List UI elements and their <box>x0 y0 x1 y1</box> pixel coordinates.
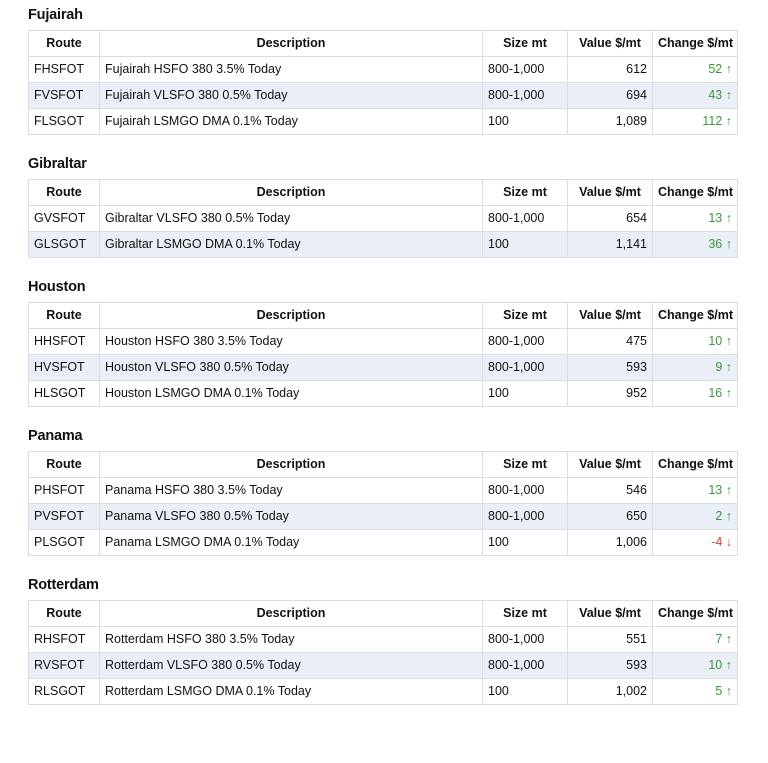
price-table <box>28 30 738 135</box>
column-header-value: Value $/mt <box>568 303 653 329</box>
size-cell: 100 <box>483 232 568 258</box>
table-row <box>29 83 738 109</box>
column-header-route: Route <box>29 601 100 627</box>
table-row <box>29 679 738 705</box>
column-header-change: Change $/mt <box>653 601 738 627</box>
size-cell: 800-1,000 <box>483 504 568 530</box>
description-cell: Gibraltar VLSFO 380 0.5% Today <box>100 206 483 232</box>
price-table <box>28 302 738 407</box>
change-cell: 10 ↑ <box>653 329 738 355</box>
table-row <box>29 381 738 407</box>
size-cell: 100 <box>483 530 568 556</box>
value-cell: 952 <box>568 381 653 407</box>
change-cell: 10 ↑ <box>653 653 738 679</box>
size-cell: 800-1,000 <box>483 653 568 679</box>
section-houston <box>28 277 737 407</box>
value-cell: 650 <box>568 504 653 530</box>
column-header-value: Value $/mt <box>568 180 653 206</box>
description-cell: Houston VLSFO 380 0.5% Today <box>100 355 483 381</box>
size-cell: 100 <box>483 381 568 407</box>
change-cell: 7 ↑ <box>653 627 738 653</box>
route-cell: HLSGOT <box>29 381 100 407</box>
description-cell: Panama VLSFO 380 0.5% Today <box>100 504 483 530</box>
size-cell: 800-1,000 <box>483 83 568 109</box>
value-cell: 475 <box>568 329 653 355</box>
table-header-row <box>29 303 738 329</box>
change-cell: 5 ↑ <box>653 679 738 705</box>
size-cell: 100 <box>483 109 568 135</box>
table-row <box>29 109 738 135</box>
description-cell: Panama LSMGO DMA 0.1% Today <box>100 530 483 556</box>
route-cell: HVSFOT <box>29 355 100 381</box>
column-header-size: Size mt <box>483 303 568 329</box>
size-cell: 100 <box>483 679 568 705</box>
table-row <box>29 478 738 504</box>
table-header-row <box>29 180 738 206</box>
size-cell: 800-1,000 <box>483 206 568 232</box>
route-cell: RLSGOT <box>29 679 100 705</box>
route-cell: RHSFOT <box>29 627 100 653</box>
route-cell: PVSFOT <box>29 504 100 530</box>
section-panama <box>28 426 737 556</box>
price-table <box>28 600 738 705</box>
change-cell: 9 ↑ <box>653 355 738 381</box>
column-header-size: Size mt <box>483 31 568 57</box>
value-cell: 1,002 <box>568 679 653 705</box>
value-cell: 654 <box>568 206 653 232</box>
change-cell: 13 ↑ <box>653 206 738 232</box>
value-cell: 593 <box>568 653 653 679</box>
section-rotterdam <box>28 575 737 705</box>
description-cell: Fujairah HSFO 380 3.5% Today <box>100 57 483 83</box>
route-cell: FHSFOT <box>29 57 100 83</box>
description-cell: Houston HSFO 380 3.5% Today <box>100 329 483 355</box>
description-cell: Fujairah LSMGO DMA 0.1% Today <box>100 109 483 135</box>
change-cell: 112 ↑ <box>653 109 738 135</box>
price-table <box>28 179 738 258</box>
column-header-description: Description <box>100 31 483 57</box>
column-header-value: Value $/mt <box>568 601 653 627</box>
description-cell: Gibraltar LSMGO DMA 0.1% Today <box>100 232 483 258</box>
description-cell: Rotterdam VLSFO 380 0.5% Today <box>100 653 483 679</box>
route-cell: PHSFOT <box>29 478 100 504</box>
column-header-description: Description <box>100 180 483 206</box>
description-cell: Fujairah VLSFO 380 0.5% Today <box>100 83 483 109</box>
size-cell: 800-1,000 <box>483 57 568 83</box>
description-cell: Panama HSFO 380 3.5% Today <box>100 478 483 504</box>
table-row <box>29 504 738 530</box>
value-cell: 1,006 <box>568 530 653 556</box>
column-header-route: Route <box>29 452 100 478</box>
table-header-row <box>29 452 738 478</box>
column-header-description: Description <box>100 452 483 478</box>
value-cell: 1,089 <box>568 109 653 135</box>
column-header-value: Value $/mt <box>568 452 653 478</box>
column-header-value: Value $/mt <box>568 31 653 57</box>
description-cell: Rotterdam HSFO 380 3.5% Today <box>100 627 483 653</box>
table-row <box>29 653 738 679</box>
column-header-size: Size mt <box>483 601 568 627</box>
description-cell: Rotterdam LSMGO DMA 0.1% Today <box>100 679 483 705</box>
column-header-route: Route <box>29 180 100 206</box>
price-table <box>28 451 738 556</box>
section-title: Fujairah <box>28 7 83 23</box>
route-cell: GLSGOT <box>29 232 100 258</box>
route-cell: PLSGOT <box>29 530 100 556</box>
route-cell: HHSFOT <box>29 329 100 355</box>
change-cell: 2 ↑ <box>653 504 738 530</box>
table-row <box>29 232 738 258</box>
table-row <box>29 530 738 556</box>
route-cell: FLSGOT <box>29 109 100 135</box>
section-title: Rotterdam <box>28 577 99 593</box>
route-cell: FVSFOT <box>29 83 100 109</box>
change-cell: 43 ↑ <box>653 83 738 109</box>
column-header-change: Change $/mt <box>653 452 738 478</box>
section-fujairah <box>28 5 737 135</box>
change-cell: 52 ↑ <box>653 57 738 83</box>
column-header-change: Change $/mt <box>653 31 738 57</box>
column-header-change: Change $/mt <box>653 303 738 329</box>
size-cell: 800-1,000 <box>483 478 568 504</box>
column-header-route: Route <box>29 303 100 329</box>
size-cell: 800-1,000 <box>483 355 568 381</box>
table-row <box>29 206 738 232</box>
value-cell: 551 <box>568 627 653 653</box>
table-header-row <box>29 31 738 57</box>
size-cell: 800-1,000 <box>483 329 568 355</box>
value-cell: 612 <box>568 57 653 83</box>
value-cell: 1,141 <box>568 232 653 258</box>
column-header-change: Change $/mt <box>653 180 738 206</box>
value-cell: 593 <box>568 355 653 381</box>
description-cell: Houston LSMGO DMA 0.1% Today <box>100 381 483 407</box>
route-cell: RVSFOT <box>29 653 100 679</box>
column-header-route: Route <box>29 31 100 57</box>
size-cell: 800-1,000 <box>483 627 568 653</box>
change-cell: 16 ↑ <box>653 381 738 407</box>
section-title: Gibraltar <box>28 156 87 172</box>
column-header-size: Size mt <box>483 180 568 206</box>
section-title: Houston <box>28 279 86 295</box>
column-header-description: Description <box>100 601 483 627</box>
value-cell: 546 <box>568 478 653 504</box>
column-header-size: Size mt <box>483 452 568 478</box>
section-gibraltar <box>28 154 737 258</box>
column-header-description: Description <box>100 303 483 329</box>
table-row <box>29 57 738 83</box>
change-cell: 36 ↑ <box>653 232 738 258</box>
table-row <box>29 329 738 355</box>
section-title: Panama <box>28 428 83 444</box>
table-header-row <box>29 601 738 627</box>
change-cell: -4 ↓ <box>653 530 738 556</box>
value-cell: 694 <box>568 83 653 109</box>
table-row <box>29 627 738 653</box>
route-cell: GVSFOT <box>29 206 100 232</box>
change-cell: 13 ↑ <box>653 478 738 504</box>
table-row <box>29 355 738 381</box>
